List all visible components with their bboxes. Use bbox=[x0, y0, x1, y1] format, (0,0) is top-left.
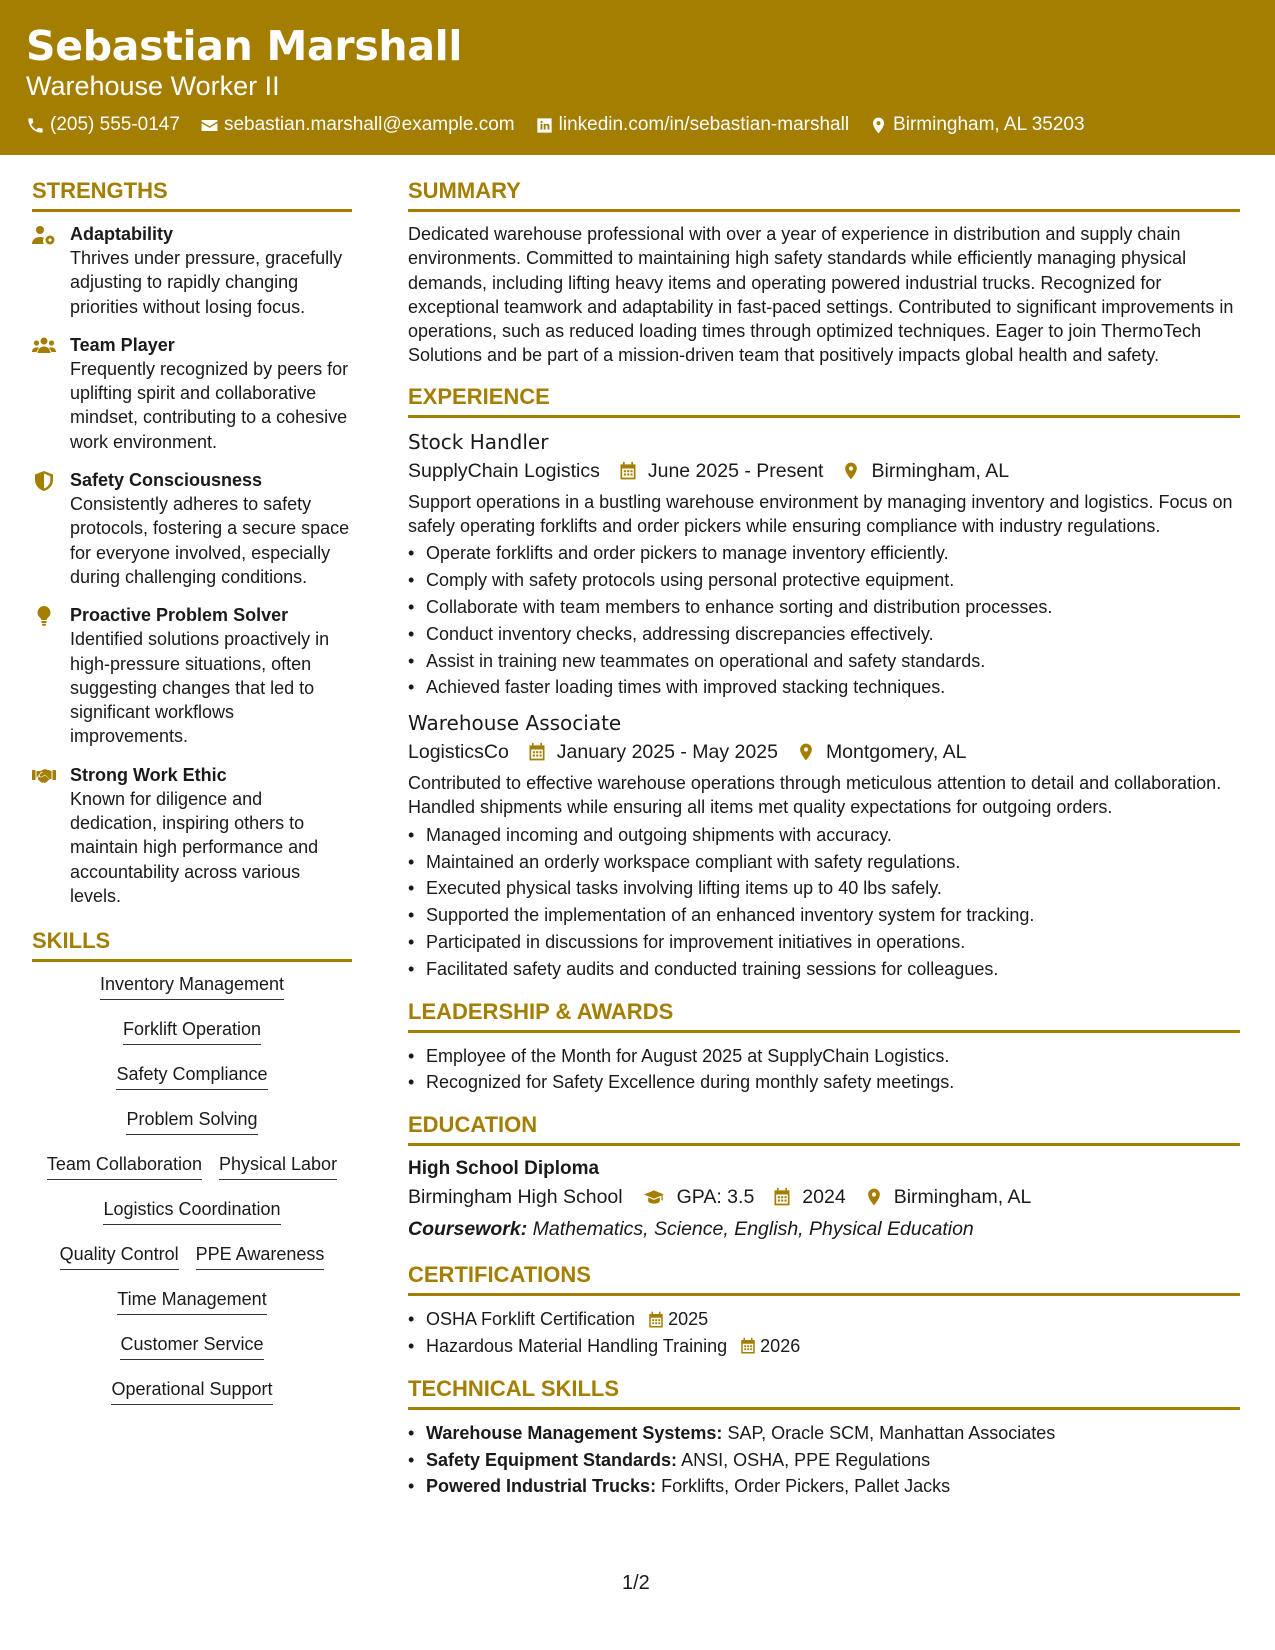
strength-title: Safety Consciousness bbox=[70, 470, 263, 491]
strength-item bbox=[32, 603, 352, 748]
strength-desc: Frequently recognized by peers for uplifting spirit and collaborative mindset, contributing to a cohesive work environment. bbox=[70, 358, 349, 452]
skill-tag: Time Management bbox=[117, 1287, 266, 1315]
list-item: • Collaborate with team members to enhance sorting and distribution processes. bbox=[408, 594, 1240, 621]
strength-desc: Identified solutions proactively in high-pressure situations, often suggesting changes that led to significant workflows improvements. bbox=[70, 629, 330, 747]
skill-tag: Physical Labor bbox=[219, 1152, 337, 1180]
education-heading: EDUCATION bbox=[408, 1110, 1240, 1146]
list-item bbox=[408, 1333, 1240, 1360]
skill-tag: Quality Control bbox=[60, 1242, 179, 1270]
calendar-icon bbox=[527, 742, 547, 762]
edu-year: 2024 bbox=[802, 1186, 846, 1209]
strength-desc: Consistently adheres to safety protocols, fostering a secure space for everyone involved, especially during challenging conditions. bbox=[70, 494, 350, 587]
tech-value: Forklifts, Order Pickers, Pallet Jacks bbox=[661, 1476, 951, 1497]
tech-label: Safety Equipment Standards: bbox=[426, 1449, 678, 1470]
email-text: sebastian.marshall@example.com bbox=[223, 114, 515, 135]
job-dates-wrap bbox=[527, 737, 778, 767]
technical-skills-list bbox=[408, 1420, 1240, 1500]
job-location-wrap bbox=[796, 737, 967, 767]
job-meta bbox=[408, 737, 1240, 767]
job-title: Stock Handler bbox=[408, 429, 549, 454]
coursework bbox=[408, 1216, 1240, 1242]
map-pin-icon bbox=[869, 116, 888, 135]
coursework-text: Mathematics, Science, English, Physical Education bbox=[532, 1218, 974, 1241]
linkedin-icon bbox=[535, 116, 554, 135]
list-item: • Recognized for Safety Excellence during monthly safety meetings. bbox=[408, 1069, 1240, 1096]
list-item: • Maintained an orderly workspace compliant with safety regulations. bbox=[408, 849, 1240, 876]
candidate-role: Warehouse Worker II bbox=[26, 71, 280, 101]
job-dates-wrap bbox=[618, 456, 824, 486]
graduation-cap-icon bbox=[641, 1187, 667, 1207]
leadership-heading: LEADERSHIP & AWARDS bbox=[408, 997, 1240, 1033]
map-pin-icon bbox=[796, 742, 816, 762]
list-item: • Facilitated safety audits and conducted training sessions for colleagues. bbox=[408, 956, 1240, 983]
contact-location bbox=[869, 114, 1085, 136]
skill-tag: Operational Support bbox=[111, 1377, 272, 1405]
tech-value: SAP, Oracle SCM, Manhattan Associates bbox=[727, 1422, 1056, 1443]
list-item bbox=[408, 1447, 1240, 1474]
cert-year: 2025 bbox=[668, 1309, 709, 1330]
map-pin-icon bbox=[864, 1187, 884, 1207]
coursework-label: Coursework: bbox=[408, 1218, 528, 1241]
job-bullets bbox=[408, 540, 1240, 701]
strengths-heading: STRENGTHS bbox=[32, 176, 352, 212]
list-item: • Employee of the Month for August 2025 at SupplyChain Logistics. bbox=[408, 1043, 1240, 1070]
edu-location: Birmingham, AL bbox=[893, 1186, 1032, 1209]
skill-tag: Customer Service bbox=[120, 1332, 263, 1360]
skill-tag: Forklift Operation bbox=[123, 1017, 261, 1045]
list-item bbox=[408, 1420, 1240, 1447]
list-item: • Executed physical tasks involving lifting items up to 40 lbs safely. bbox=[408, 875, 1240, 902]
strength-item bbox=[32, 222, 352, 319]
strength-item bbox=[32, 333, 352, 454]
summary-heading: SUMMARY bbox=[408, 176, 1240, 212]
list-item bbox=[408, 1473, 1240, 1500]
list-item: • Supported the implementation of an enhanced inventory system for tracking. bbox=[408, 902, 1240, 929]
list-item: • Operate forklifts and order pickers to manage inventory efficiently. bbox=[408, 540, 1240, 567]
skill-tag: Logistics Coordination bbox=[103, 1197, 280, 1225]
list-item: • Comply with safety protocols using personal protective equipment. bbox=[408, 567, 1240, 594]
contact-email[interactable] bbox=[200, 114, 515, 136]
skills-heading: SKILLS bbox=[32, 926, 352, 962]
cert-year: 2026 bbox=[760, 1335, 801, 1356]
job-entry bbox=[408, 428, 1240, 701]
strength-desc: Known for diligence and dedication, inspiring others to maintain high performance and accountability across various levels. bbox=[70, 788, 319, 906]
certifications-list bbox=[408, 1306, 1240, 1360]
header bbox=[0, 0, 1275, 155]
technical-skills-heading: TECHNICAL SKILLS bbox=[408, 1374, 1240, 1410]
calendar-icon bbox=[772, 1187, 792, 1207]
handshake-icon bbox=[32, 766, 56, 786]
tech-value: ANSI, OSHA, PPE Regulations bbox=[681, 1449, 931, 1470]
edu-location-wrap bbox=[864, 1182, 1032, 1212]
user-gear-icon bbox=[32, 225, 56, 245]
strength-item bbox=[32, 763, 352, 908]
strength-title: Strong Work Ethic bbox=[70, 764, 227, 785]
skills-list bbox=[32, 972, 352, 1422]
strength-title: Proactive Problem Solver bbox=[70, 605, 289, 626]
list-item: • Participated in discussions for improvement initiatives in operations. bbox=[408, 929, 1240, 956]
job-dates: January 2025 - May 2025 bbox=[556, 741, 778, 764]
skill-tag: Team Collaboration bbox=[47, 1152, 202, 1180]
strength-desc: Thrives under pressure, gracefully adjusting to rapidly changing priorities without losing focus. bbox=[70, 248, 343, 317]
left-column bbox=[32, 176, 352, 1422]
right-column bbox=[408, 176, 1240, 1500]
location-text: Birmingham, AL 35203 bbox=[893, 114, 1085, 135]
linkedin-text: linkedin.com/in/sebastian-marshall bbox=[558, 114, 850, 135]
page-number: 1/2 bbox=[622, 1572, 650, 1594]
gpa-wrap bbox=[641, 1182, 755, 1212]
job-entry bbox=[408, 709, 1240, 982]
list-item: • Achieved faster loading times with improved stacking techniques. bbox=[408, 674, 1240, 701]
shield-icon bbox=[32, 471, 56, 491]
tech-label: Powered Industrial Trucks: bbox=[426, 1476, 657, 1497]
phone-icon bbox=[26, 116, 45, 135]
envelope-icon bbox=[200, 116, 219, 135]
list-item: • Assist in training new teammates on operational and safety standards. bbox=[408, 648, 1240, 675]
strength-item bbox=[32, 468, 352, 589]
calendar-icon bbox=[739, 1337, 757, 1355]
calendar-icon bbox=[647, 1311, 665, 1329]
summary-text: Dedicated warehouse professional with over a year of experience in distribution and supply chain environments. Committed to maintaining high safety standards while efficiently managing physical demands, including lifting heavy items and operating powered industrial trucks. Recognized for exceptional teamwork and adaptability in fast-paced settings. Contributed to significant improvements in operations, such as reduced loading times through optimized techniques. Eager to join ThermoTech Solutions and be part of a mission-driven team that positively impacts global health and safety. bbox=[408, 224, 1234, 366]
skill-tag: Problem Solving bbox=[126, 1107, 257, 1135]
skill-tag: Safety Compliance bbox=[116, 1062, 267, 1090]
job-dates: June 2025 - Present bbox=[647, 459, 824, 482]
job-meta bbox=[408, 456, 1240, 486]
job-location: Birmingham, AL bbox=[871, 459, 1010, 482]
calendar-icon bbox=[618, 461, 638, 481]
strength-title: Adaptability bbox=[70, 224, 174, 244]
lightbulb-icon bbox=[32, 606, 56, 626]
cert-name: • OSHA Forklift Certification bbox=[426, 1309, 636, 1330]
skill-tag: Inventory Management bbox=[100, 972, 284, 1000]
job-description: Support operations in a bustling warehouse environment by managing inventory and logistics. Focus on safely operating forklifts and order pickers while ensuring compliance with industry regulations. bbox=[408, 491, 1233, 537]
job-location: Montgomery, AL bbox=[825, 741, 967, 764]
phone-text: (205) 555-0147 bbox=[50, 114, 180, 135]
job-title: Warehouse Associate bbox=[408, 711, 622, 736]
contact-linkedin[interactable] bbox=[535, 114, 849, 136]
job-company: SupplyChain Logistics bbox=[408, 459, 600, 482]
leadership-list bbox=[408, 1043, 1240, 1097]
degree-title: High School Diploma bbox=[408, 1158, 600, 1180]
job-location-wrap bbox=[841, 456, 1009, 486]
cert-name: • Hazardous Material Handling Training bbox=[426, 1335, 728, 1356]
strength-title: Team Player bbox=[70, 334, 175, 355]
candidate-name: Sebastian Marshall bbox=[26, 22, 463, 70]
contact-phone[interactable] bbox=[26, 114, 180, 136]
edu-year-wrap bbox=[772, 1182, 845, 1212]
education-meta bbox=[408, 1182, 1240, 1212]
map-pin-icon bbox=[841, 461, 861, 481]
school-name: Birmingham High School bbox=[408, 1186, 623, 1209]
users-icon bbox=[32, 336, 56, 356]
certifications-heading: CERTIFICATIONS bbox=[408, 1260, 1240, 1296]
job-description: Contributed to effective warehouse operations through meticulous attention to detail and collaboration. Handled shipments while ensuring all items met quality expectations for outgoing orders. bbox=[408, 773, 1222, 818]
gpa-text: GPA: 3.5 bbox=[676, 1186, 755, 1209]
contact-bar bbox=[26, 114, 1249, 136]
list-item: • Managed incoming and outgoing shipments with accuracy. bbox=[408, 822, 1240, 849]
list-item: • Conduct inventory checks, addressing discrepancies effectively. bbox=[408, 621, 1240, 648]
job-company: LogisticsCo bbox=[408, 741, 509, 764]
tech-label: Warehouse Management Systems: bbox=[426, 1422, 723, 1443]
skill-tag: PPE Awareness bbox=[196, 1242, 325, 1270]
experience-heading: EXPERIENCE bbox=[408, 382, 1240, 418]
job-bullets bbox=[408, 822, 1240, 983]
list-item bbox=[408, 1306, 1240, 1333]
